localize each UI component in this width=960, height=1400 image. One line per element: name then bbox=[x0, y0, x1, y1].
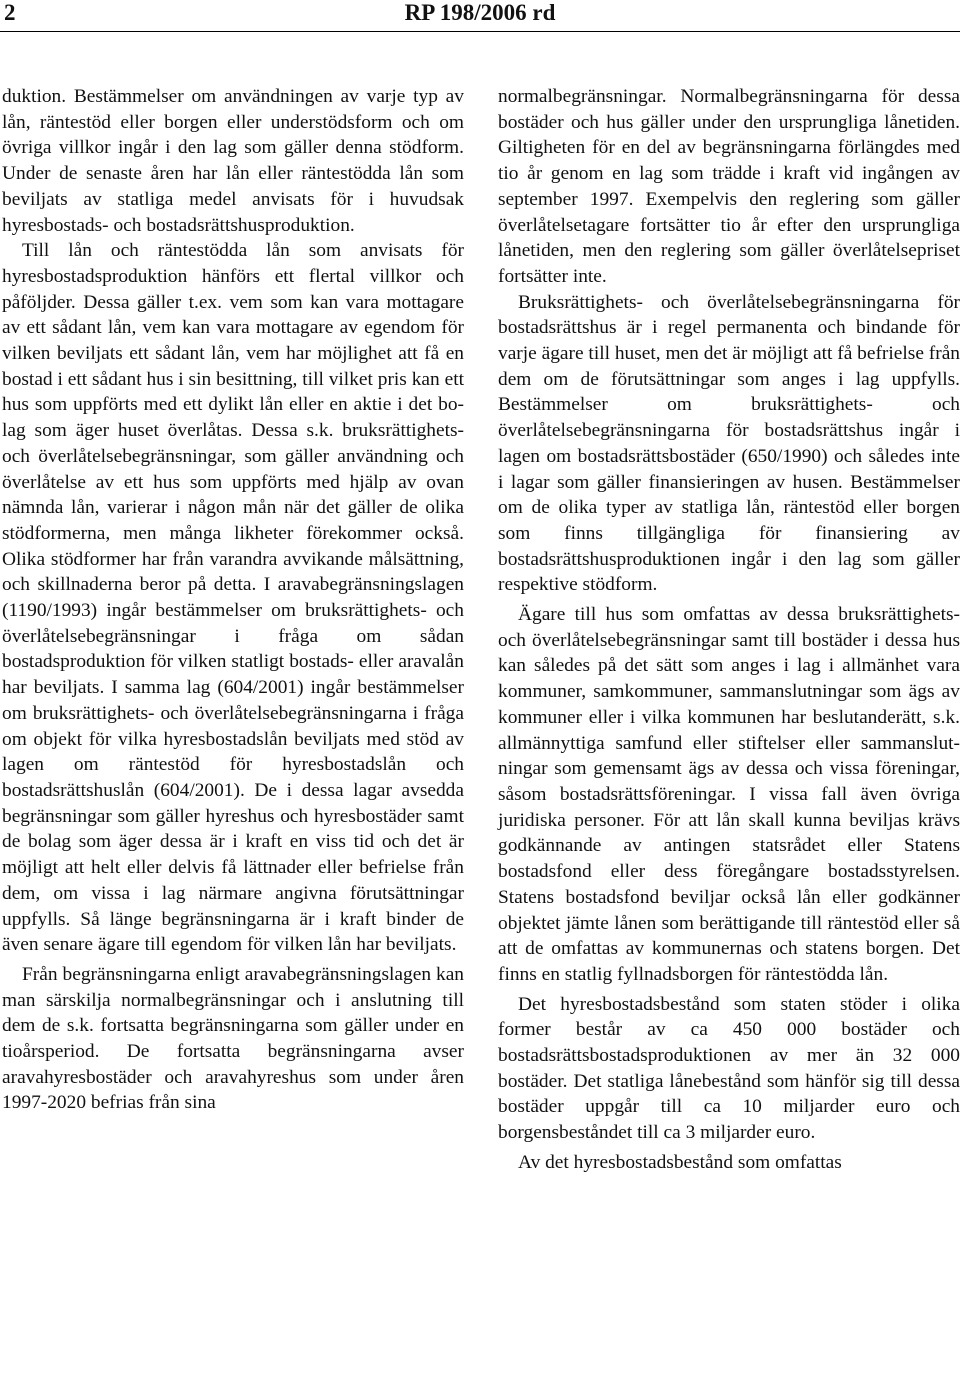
page-header bbox=[0, 0, 960, 30]
left-column bbox=[2, 84, 464, 1116]
paragraph: normalbegränsningar. Normalbegränsningarna för dessa bostäder och hus gäller under den ursprungliga lånetiden. Giltigheten för en del av begränsningarna förlängdes med tio år genom en lag som trädde i kraft vid ingången av september 1997. Exempelvis den reglering som gäller överlåtelsetagare fortsätter tio år efter den ursprungliga lånetiden, men den reglering som gäller överlåtelsepriset fortsätter inte. bbox=[498, 86, 960, 287]
paragraph: Av det hyresbostadsbestånd som omfattas bbox=[518, 1151, 842, 1173]
paragraph: Från begränsningarna enligt aravabegränsningslagen kan man särskilja normalbegränsningar och i anslutning till dem de s.k. fortsatta begränsningarna som gäller under en tioårsperiod. De fortsatta begränsningarna avser aravahyresbostäder och aravahyreshus som under åren 1997-2020 befrias från sina bbox=[2, 963, 464, 1114]
header-rule bbox=[0, 31, 960, 32]
paragraph: Det hyresbostadsbestånd som staten stöder i olika former består av ca 450 000 bostäder och bostadsrättsbostadsproduktionen av mer än 32 000 bostäder. Det statliga lånebestånd som hänför sig till dessa bostäder uppgår till ca 10 miljarder euro och borgensbeståndet till ca 3 miljarder euro. bbox=[498, 993, 960, 1144]
paragraph: Bruksrättighets- och överlåtelsebegränsningarna för bostadsrättshus är i regel permanenta och bindande för varje ägare till huset, men det är möjligt att få befrielse från dem om de förutsättningar som anges i lag uppfylls. Bestämmelser om bruksrättighets- och överlåtelsebegränsningarna för bostadsrättshus ingår i lagen om bostadsrättsbostäder (650/1990) och således inte i lagar som gäller finansieringen av husen. Bestämmelser om de olika typer av statliga lån, räntestöd eller borgen som finns tillgängliga för finansiering av bostadsrättshusproduktionen ingår i den lag som gäller respektive stödform. bbox=[498, 291, 960, 596]
right-column bbox=[498, 84, 960, 1176]
paragraph: Ägare till hus som omfattas av dessa bruksrättighets- och överlåtelsebegränsningar samt till bostäder i dessa hus kan således på det sätt som anges i lag i allmänhet vara kommuner, samkommuner, sammanslutningar som ägs av kommuner eller i vilka kommunen har beslutanderätt, s.k. allmännyttiga samfund eller stiftelser eller sammanslutningar som gemensamt ägs av dessa och vissa föreningar, såsom bostadsrättsföreningar. I vissa fall även övriga juridiska personer. För att lån skall kunna beviljas krävs godkännande av antingen statsrådet eller Statens bostadsfond eller dess föregångare bostadsstyrelsen. Statens bostadsfond beviljar också lån eller godkänner objektet jämte lånen som berättigande till räntestöd eller så att de omfattas av kommunernas och statens borgen. Det finns en statlig fyllnadsborgen för räntestödda lån. bbox=[498, 604, 960, 985]
paragraph: Till lån och räntestödda lån som anvisats för hyresbostadsproduktion hänförs ett flertal villkor och påföljder. Dessa gäller t.ex. vem som kan vara mottagare av ett sådant lån, vem kan vara mottagare av egendom för vilken beviljats ett sådant lån, vem har möjlighet att få en bostad i ett sådant hus i sin besittning, till vilket pris kan ett hus som uppförts med ett dylikt lån eller en aktie i det bolag som äger huset överlåtas. Dessa s.k. bruksrättighets- och överlåtelsebegränsningar, som gäller användning och överlåtelse av ett hus som uppförts med hjälp av ovan nämnda lån, varierar i någon mån när det gäller de olika stödformerna, men många likheter förekommer också. Olika stödformer har från varandra avvikande målsättning, och skillnaderna beror på detta. I aravabegränsningslagen (1190/1993) ingår bestämmelser om bruksrättighets- och överlåtelsebegränsningar i fråga om sådan bostadsproduktion för vilken statligt bostads- eller aravalån har beviljats. I samma lag (604/2001) ingår bestämmelser om bruksrättighets- och överlåtelsebegränsningarna i fråga om objekt för vilka hyresbostadslån beviljats med stöd av lagen om räntestöd för hyresbostadslån och bostadsrättshuslån (604/2001). De i dessa lagar avsedda begränsningar som gäller hyreshus och hyresbostäder samt de bolag som äger dessa är i kraft en viss tid och det är möjligt att helt eller delvis få lättnader eller befrielse från dem, om vissa i lag närmare angivna förutsättningar uppfylls. Så länge begränsningarna är i kraft binder de även senare ägare till egendom för vilken lån har beviljats. bbox=[2, 240, 464, 956]
paragraph: duktion. Bestämmelser om användningen av varje typ av lån, räntestöd eller borgen eller understödsform och om övriga villkor ingår i den lag som gäller denna stödform. Under de senaste åren har lån eller räntestödda lån som beviljats av statliga medel anvisats för i huvudsak hyresbostads- och bostadsrättshusproduktion. bbox=[2, 86, 464, 236]
page-number: 2 bbox=[4, 0, 16, 25]
document-id: RP 198/2006 rd bbox=[404, 0, 556, 25]
